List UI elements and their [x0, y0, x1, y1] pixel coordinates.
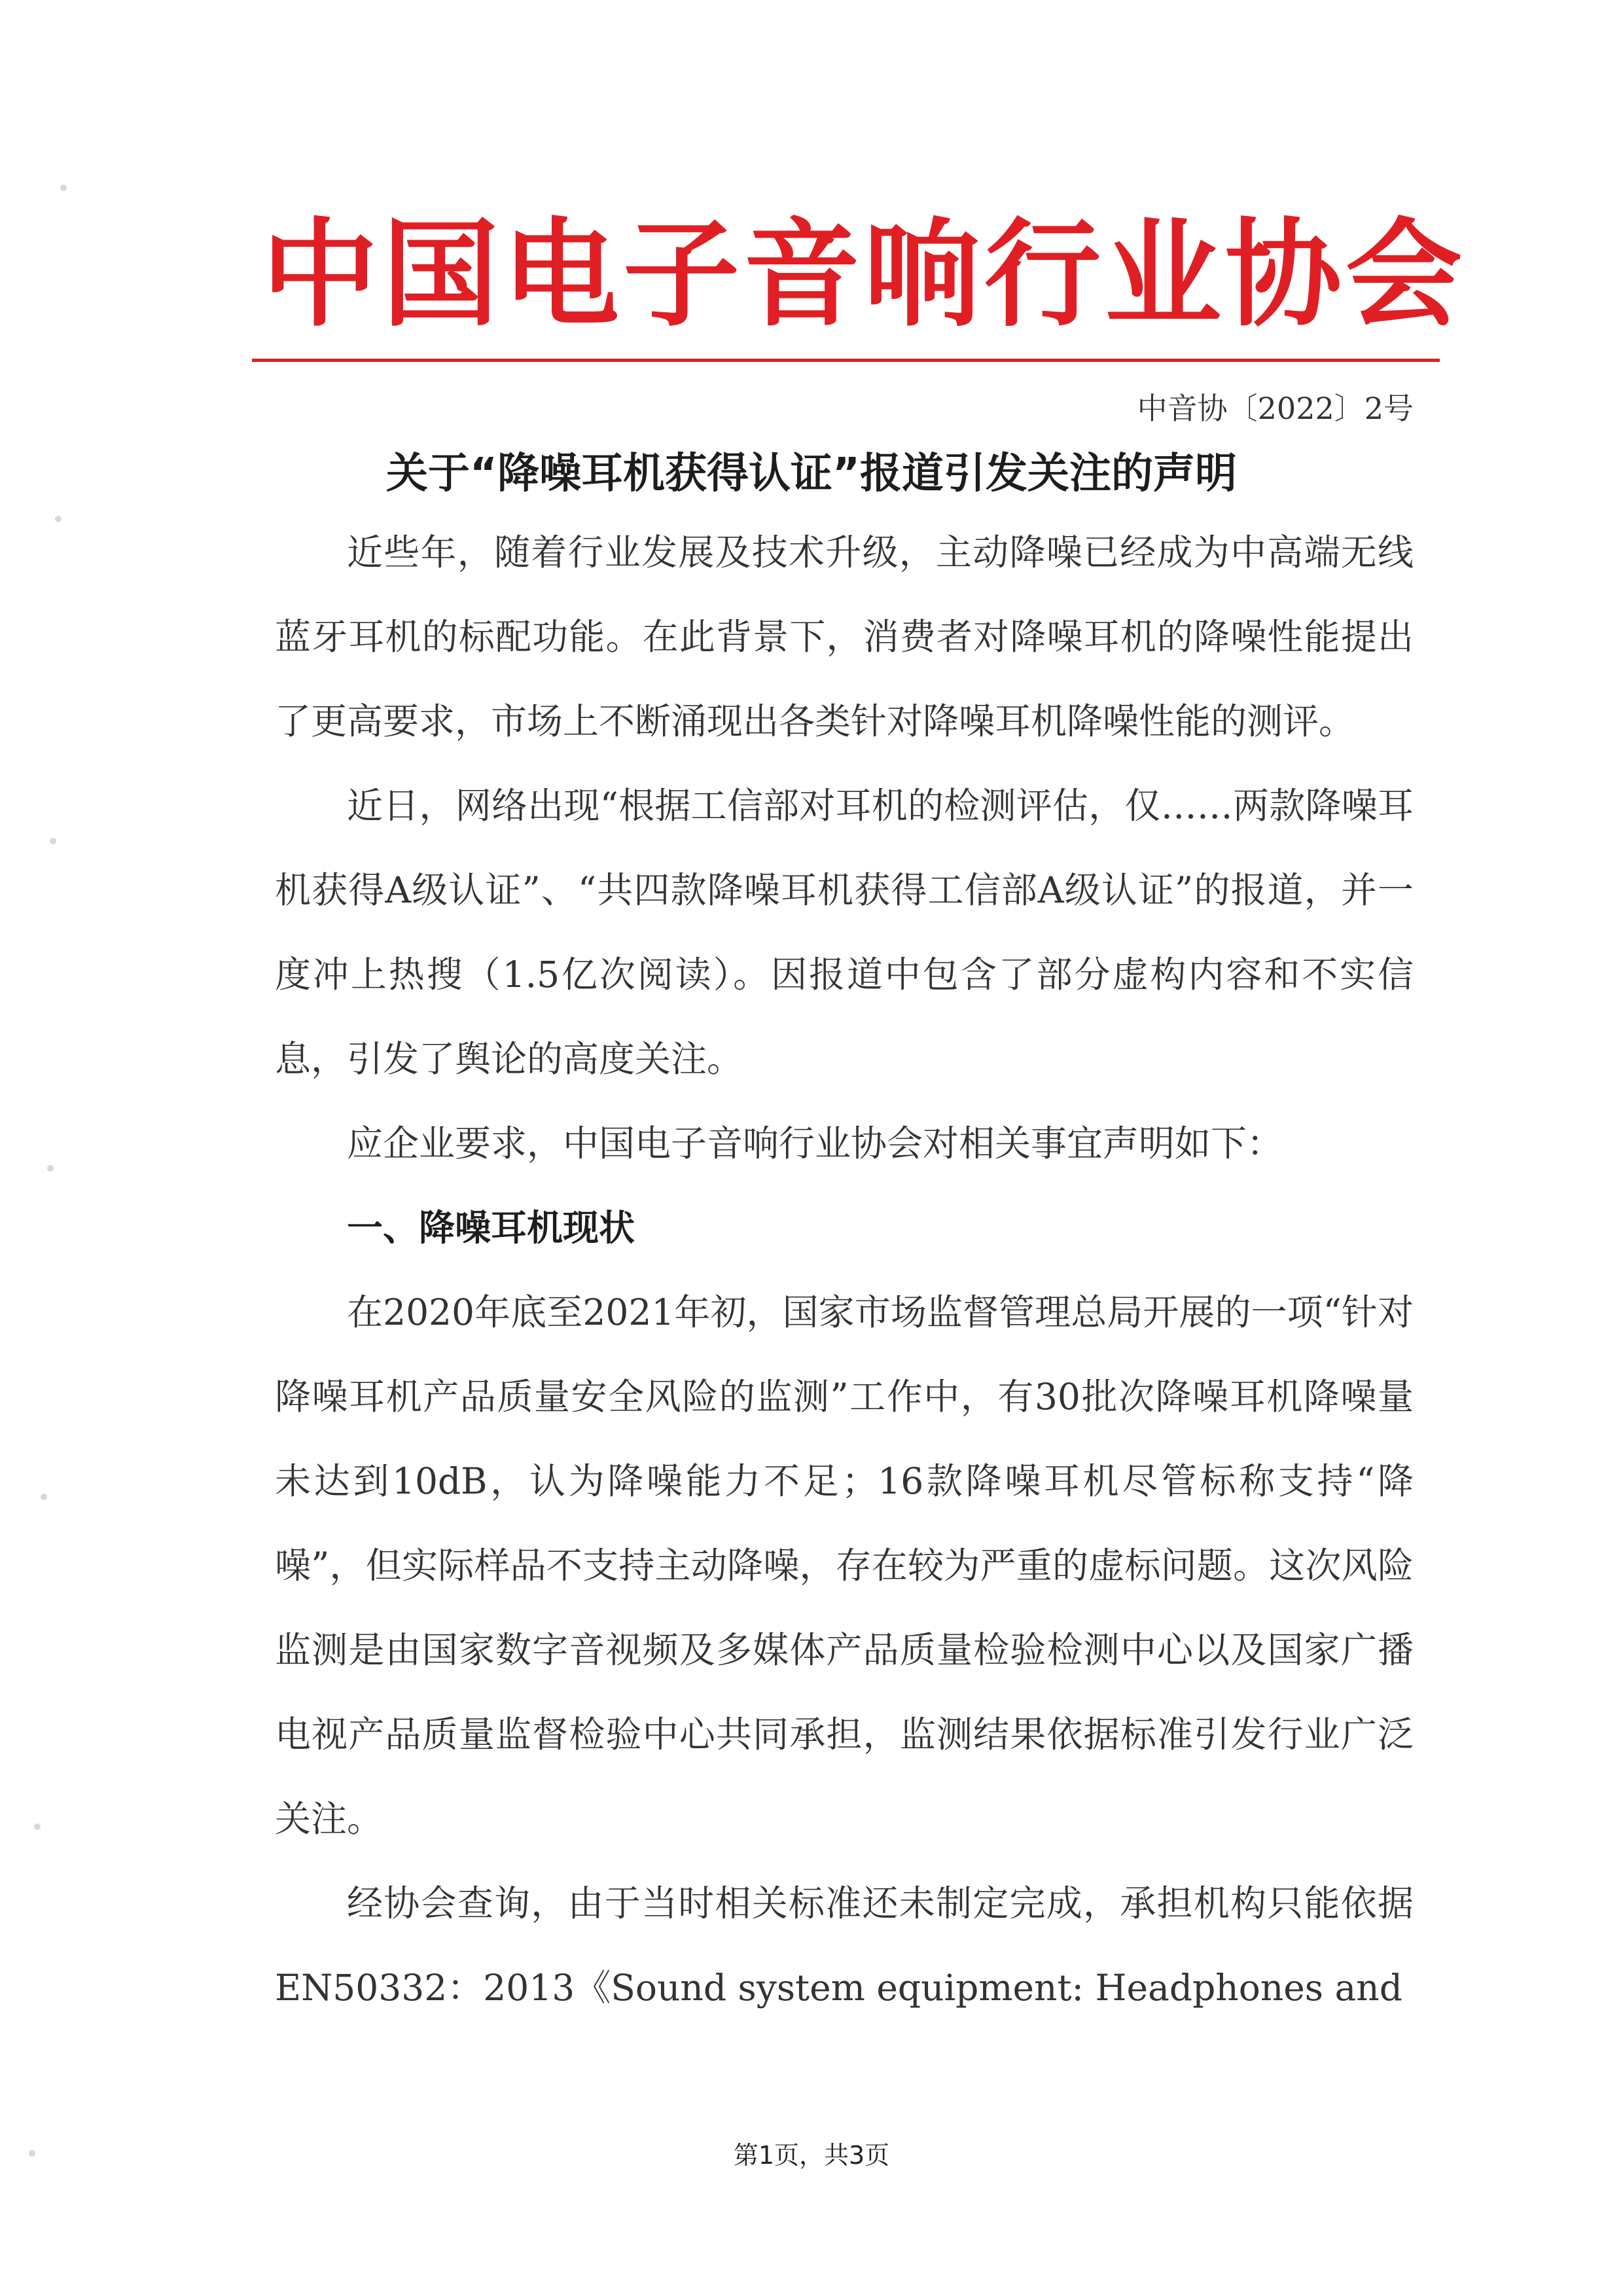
- scan-speck: [41, 1494, 47, 1500]
- paragraph: 近日，网络出现“根据工信部对耳机的检测评估，仅……两款降噪耳机获得A级认证”、“共四款降噪耳机获得工信部A级认证”的报道，并一度冲上热搜（1.5亿次阅读）。因报道中包含了部分虚构内容和不实信息，引发了舆论的高度关注。: [275, 785, 1414, 1080]
- org-letterhead: 中国电子音响行业协会: [262, 206, 1466, 342]
- document-number: 中音协〔2022〕2号: [1137, 391, 1414, 426]
- document-title: 关于“降噪耳机获得认证”报道引发关注的声明: [385, 450, 1238, 498]
- section-heading: 一、降噪耳机现状: [347, 1207, 635, 1249]
- scan-speck: [60, 185, 67, 191]
- page-number: 第1页，共3页: [733, 2141, 890, 2170]
- paragraph: 经协会查询，由于当时相关标准还未制定完成，承担机构只能依据EN50332：2013《Sound system equipment: Headphones and: [275, 1882, 1414, 2009]
- paragraph: 在2020年底至2021年初，国家市场监督管理总局开展的一项“针对降噪耳机产品质量安全风险的监测”工作中，有30批次降噪耳机降噪量未达到10dB，认为降噪能力不足；16款降噪耳机尽管标称支持“降噪”，但实际样品不支持主动降噪，存在较为严重的虚标问题。这次风险监测是由国家数字音视频及多媒体产品质量检验检测中心以及国家广播电视产品质量监督检验中心共同承担，监测结果依据标准引发行业广泛关注。: [275, 1291, 1414, 1840]
- letterhead-divider: [252, 359, 1440, 362]
- paragraph: 应企业要求，中国电子音响行业协会对相关事宜声明如下：: [347, 1122, 1283, 1164]
- scan-speck: [47, 1165, 54, 1172]
- document-body: [275, 511, 1414, 2030]
- scan-speck: [29, 2150, 35, 2157]
- scan-speck: [34, 1823, 41, 1830]
- paragraph: 近些年，随着行业发展及技术升级，主动降噪已经成为中高端无线蓝牙耳机的标配功能。在此背景下，消费者对降噪耳机的降噪性能提出了更高要求，市场上不断涌现出各类针对降噪耳机降噪性能的测评。: [275, 531, 1414, 742]
- scan-speck: [55, 516, 62, 522]
- scan-speck: [50, 838, 56, 844]
